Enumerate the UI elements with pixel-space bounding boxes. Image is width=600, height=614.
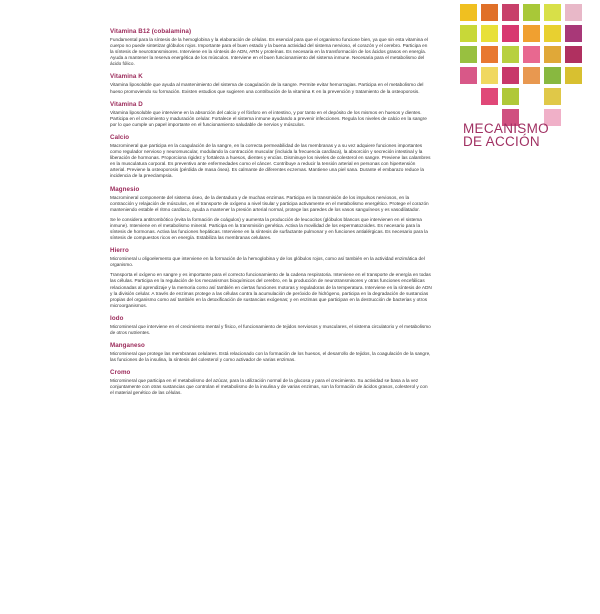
nutrient-section (110, 28, 432, 67)
nutrient-description: Micromineral que interviene en el crecimiento mental y físico, el funcionamiento de tejidos nerviosos y musculares, el sistema circulatorio y el metabolismo de otros nutrientes. (110, 323, 431, 335)
nutrient-description: Fundamental para la síntesis de la hemoglobina y la elaboración de células. Es esencial para que el organismo funcione bien, ya que sin esta vitamina el cuerpo no puede sintetizar glóbulos rojos. Importante para el buen estado y la buena actividad del sistema nervioso, el corazón y el cerebro. Participa en la síntesis de neurotransmisores. Interviene en la síntesis de ADN, ARN y proteínas. Es necesaria en la transformación de los ácidos grasos en energía. Ayuda a mantener la reserva energética de los músculos. Interviene en el buen funcionamiento del sistema inmune. Necesaria para el metabolismo del ácido fólico. (110, 37, 428, 67)
color-square (481, 88, 498, 105)
color-square (502, 46, 519, 63)
color-square (565, 46, 582, 63)
color-square (523, 46, 540, 63)
nutrient-heading: Hierro (110, 247, 129, 255)
nutrient-list (110, 28, 432, 403)
color-square (544, 67, 561, 84)
nutrient-heading: Vitamina K (110, 73, 143, 81)
color-square (544, 88, 561, 105)
color-square (544, 4, 561, 21)
nutrient-section (110, 186, 432, 242)
color-square (460, 88, 477, 105)
nutrient-section (110, 101, 432, 128)
nutrient-description: Transporta el oxígeno en sangre y es importante para el correcto funcionamiento de la cadena respiratoria. Interviene en el transporte de energía en todas las células. Participa en la regulación de los mecanismos bioquímicos del cerebro, en la producción de neurotransmisores y otras funciones encefálicas relacionadas al aprendizaje y la memoria como así también en ciertas funciones motoras y reguladoras de la temperatura. Interviene en la síntesis de ADN y la división celular. A través de enzimas protege a las células contra la acumulación de peróxido de hidrógeno, participa en la degradación de sustancias propias del organismo como así también en la detoxificación de sustancias exógenas; y en enzimas que participan en la destrucción de bacterias y otros microorganismos. (110, 272, 432, 308)
color-square (460, 67, 477, 84)
page-title (463, 122, 583, 148)
color-square (523, 4, 540, 21)
color-square (481, 4, 498, 21)
color-square (502, 4, 519, 21)
color-square (481, 46, 498, 63)
color-square-grid (460, 4, 590, 126)
nutrient-section (110, 342, 432, 363)
nutrient-heading: Vitamina D (110, 100, 143, 108)
nutrient-description: Vitamina liposoluble que ayuda al mantenimiento del sistema de coagulación de la sangre. Permite evitar hemorragias. Participa en el metabolismo del hueso promoviendo su formación. Existen estudios que sugieren una contribución de la vitamina K en la prevención y tratamiento de la osteoporosis. (110, 82, 424, 94)
nutrient-heading: Magnesio (110, 185, 140, 193)
nutrient-section (110, 247, 432, 309)
color-square (565, 25, 582, 42)
color-square (460, 4, 477, 21)
nutrient-heading: Cromo (110, 369, 131, 377)
nutrient-heading: Iodo (110, 314, 124, 322)
nutrient-heading: Calcio (110, 133, 130, 141)
color-square (481, 25, 498, 42)
nutrient-description: Se le considera antitrombótico (evita la formación de coágulos) y aumenta la producción de leucocitos (glóbulos blancos que intervienen en el sistema inmune). Interviene en el metabolismo mineral. Participa en la transmisión genética. Activa la movilidad de los espermatozoides. Es necesario para la síntesis de hormonas. Activa las funciones hepáticas. Interviene en la síntesis de surfactante pulmonar y en funciones antialérgicas. Es necesario para la síntesis de compuestos ricos en energía. Estabiliza las membranas celulares. (110, 216, 428, 241)
title-line-2: DE ACCIÓN (463, 134, 540, 149)
color-square (565, 67, 582, 84)
nutrient-section (110, 369, 432, 396)
color-square (523, 67, 540, 84)
nutrient-description: Vitamina liposoluble que interviene en la absorción del calcio y el fósforo en el intestino, y por tanto en el depósito de los mismos en huesos y dientes. Participa en el crecimiento y maduración celular. Fortalece el sistema inmune ayudando a prevenir infecciones. Regula los niveles de calcio en la sangre por lo que cumple un papel importante en el funcionamiento saludable de nervios y músculos. (110, 109, 427, 127)
color-square (565, 4, 582, 21)
nutrient-description: Macromineral que participa en la coagulación de la sangre, en la correcta permeabilidad de las membranas y a su vez adquiere funciones importantes como regulador nervioso y neuromuscular, modulando la contracción muscular (incluida la frecuencia cardíaca), la absorción y secreción intestinal y la liberación de hormonas. Proporciona rigidez y fortaleza a huesos, dientes y encías. Disminuye los niveles de colesterol en sangre. Previene las calambres en la musculatura corporal. Es preventivo ante enfermedades como el cáncer. Contribuye a reducir la tensión arterial en personas con hipertensión arterial. Previene la osteoporosis (pérdida de masa ósea). Es calmante de diferentes eczemas. Mantiene una piel sana. Durante el embarazo reduce la incidencia de la preeclampsia. (110, 142, 431, 179)
title-line-1: MECANISMO (463, 121, 549, 136)
nutrient-section (110, 315, 432, 336)
color-square (460, 25, 477, 42)
nutrient-description: Micromineral que protege las membranas celulares. Está relacionado con la formación de los huesos, el desarrollo de tejidos, la coagulación de la sangre, las funciones de la insulina, la síntesis del colesterol y como activador de varias enzimas. (110, 351, 431, 363)
color-square (544, 25, 561, 42)
color-square (523, 88, 540, 105)
color-square (565, 88, 582, 105)
color-square (502, 67, 519, 84)
color-square (502, 25, 519, 42)
nutrient-heading: Vitamina B12 (cobalamina) (110, 28, 192, 35)
color-square (481, 67, 498, 84)
color-square (523, 25, 540, 42)
nutrient-description: Micromineral que participa en el metabolismo del azúcar, para la utilización normal de la glucosa y para el crecimiento. Su actividad se basa a la vez conjuntamente con otras sustancias que controlan el metabolismo de la insulina y de varias enzimas, son la formación de ácidos grasos, colesterol y con el material genético de las células. (110, 378, 428, 396)
color-square (502, 88, 519, 105)
color-square (544, 46, 561, 63)
nutrient-description: Macromineral componente del sistema óseo, de la dentadura y de muchas enzimas. Participa en la transmisión de los impulsos nerviosos, en la contracción y relajación de músculos, en el transporte de oxígeno a nivel tisular y participa activamente en el metabolismo energético. Protege el corazón manteniendo estable el ritmo cardíaco, ayuda a mantener la presión arterial normal, protege las paredes de los vasos sanguíneos y es vasodilatador. (110, 194, 429, 212)
color-square (460, 46, 477, 63)
nutrient-heading: Manganeso (110, 342, 145, 350)
nutrient-section (110, 73, 432, 94)
nutrient-section (110, 134, 432, 180)
nutrient-description: Micromineral u oligoelemento que interviene en la formación de la hemoglobina y de los glóbulos rojos, como así también en la actividad enzimática del organismo. (110, 256, 425, 268)
